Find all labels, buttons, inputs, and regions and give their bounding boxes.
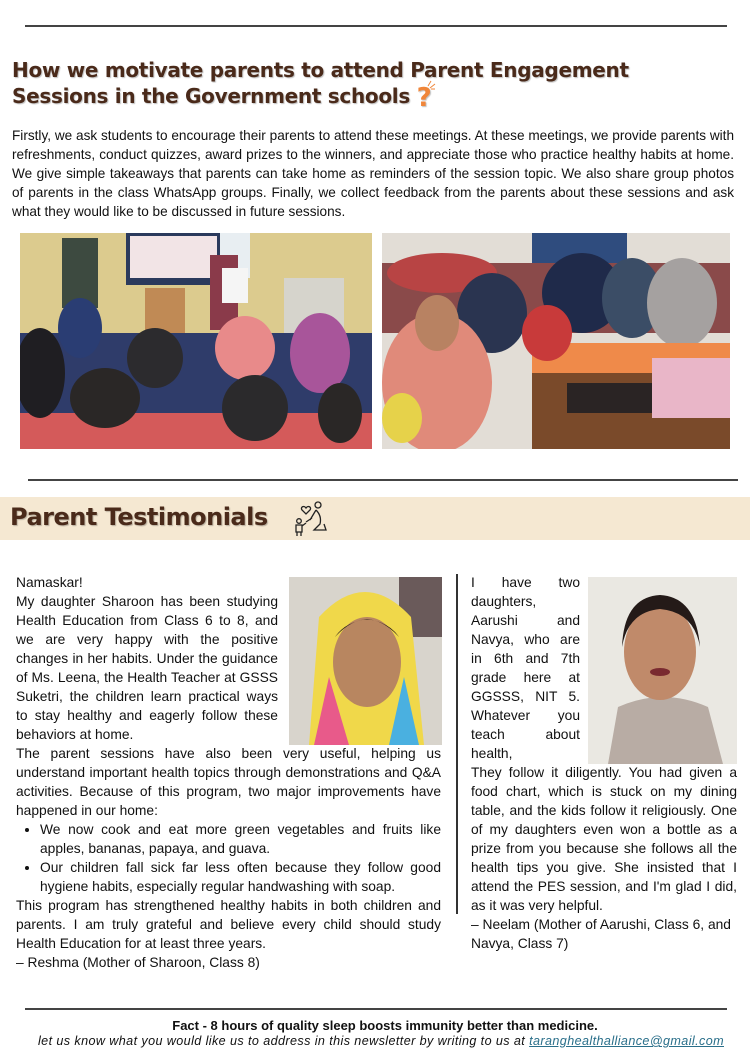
mothers-illustration bbox=[382, 233, 730, 449]
improvements-list bbox=[16, 820, 441, 896]
footer-note bbox=[0, 1034, 750, 1048]
testimonials-title bbox=[10, 503, 268, 531]
classroom-session-photo bbox=[20, 233, 372, 449]
neelam-line: grade here at bbox=[471, 670, 580, 685]
top-divider bbox=[25, 25, 727, 27]
list-item: • We now cook and eat more green vegetables and fruits like apples, bananas, papaya, and guava. bbox=[40, 820, 441, 858]
neelam-body: They follow it diligently. You had given a food chart, which is stuck on my dining table, and the kids follow it religiously. One of my daughters even won a bottle as a prize from you because she follows all the health tips you give. She insisted that I attend the PES session, and I'm glad I did, as it was very helpful. bbox=[471, 765, 737, 913]
reshma-closing: This program has strengthened healthy habits in both children and parents. I am truly grateful and believe every child should study Health Education for at least three years. bbox=[16, 898, 441, 951]
neelam-signature: – Neelam (Mother of Aarushi, Class 6, and Navya, Class 7) bbox=[471, 917, 731, 951]
neelam-line: I have two bbox=[471, 575, 580, 590]
contact-email-link[interactable]: taranghealthalliance@gmail.com bbox=[529, 1034, 724, 1048]
sparkle-icon bbox=[426, 80, 436, 90]
list-item: • Our children fall sick far less often because they follow good hygiene habits, especially regular handwashing with soap. bbox=[40, 858, 441, 896]
column-divider bbox=[456, 574, 458, 914]
testimonial-neelam bbox=[471, 573, 737, 953]
testimonials-title-text: Parent Testimonials bbox=[10, 503, 268, 531]
neelam-line: teach about bbox=[471, 727, 580, 742]
section-title-motivation bbox=[12, 58, 652, 113]
middle-divider bbox=[28, 479, 738, 481]
mothers-session-photo bbox=[382, 233, 730, 449]
neelam-line: in 6th and 7th bbox=[471, 651, 580, 666]
footer-divider bbox=[25, 1008, 727, 1010]
health-fact: Fact - 8 hours of quality sleep boosts immunity better than medicine. bbox=[172, 1018, 598, 1033]
reshma-signature: – Reshma (Mother of Sharoon, Class 8) bbox=[16, 955, 260, 970]
parent-child-heart-icon bbox=[292, 500, 330, 538]
neelam-line: Navya, who are bbox=[471, 632, 580, 647]
classroom-illustration bbox=[20, 233, 372, 449]
neelam-line: Aarushi and bbox=[471, 613, 580, 628]
reshma-intro: My daughter Sharoon has been studying Health Education from Class 6 to 8, and we are very happy with the positive changes in her habits. Under the guidance of Ms. Leena, the Health Teacher at GSSS Suketri, the children learn practical ways to stay healthy and eagerly follow these behaviors at home. bbox=[16, 594, 278, 742]
reshma-para2: The parent sessions have also been very useful, helping us understand important health topics through demonstrations and Q&A activities. Because of this program, two major improvements have happened in our home: bbox=[16, 746, 441, 818]
neelam-portrait bbox=[588, 577, 737, 764]
testimonial-reshma bbox=[16, 573, 441, 972]
neelam-line: health, bbox=[471, 746, 513, 761]
testimonials-banner bbox=[0, 497, 750, 540]
neelam-portrait-illustration bbox=[588, 577, 737, 764]
neelam-line: daughters, bbox=[471, 594, 537, 609]
section-title-text: How we motivate parents to attend Parent Engagement Sessions in the Government schools bbox=[12, 58, 629, 108]
question-mark-icon: ? bbox=[416, 83, 432, 113]
greeting: Namaskar! bbox=[16, 575, 83, 590]
neelam-line: Whatever you bbox=[471, 708, 580, 723]
reshma-portrait bbox=[289, 577, 442, 745]
motivation-paragraph: Firstly, we ask students to encourage their parents to attend these meetings. At these meetings, we provide parents with refreshments, conduct quizzes, award prizes to the winners, and appreciate those who practice healthy habits at home. We give simple takeaways that parents can take home as reminders of the session topic. We also share group photos of parents in the class WhatsApp groups. Finally, we collect feedback from the parents about these sessions and ask what they would like to be discussed in future sessions. bbox=[12, 127, 734, 219]
footer-note-text: let us know what you would like us to address in this newsletter by writing to us at bbox=[37, 1034, 530, 1048]
reshma-portrait-illustration bbox=[289, 577, 442, 745]
neelam-line: GGSSS, NIT 5. bbox=[471, 689, 580, 704]
